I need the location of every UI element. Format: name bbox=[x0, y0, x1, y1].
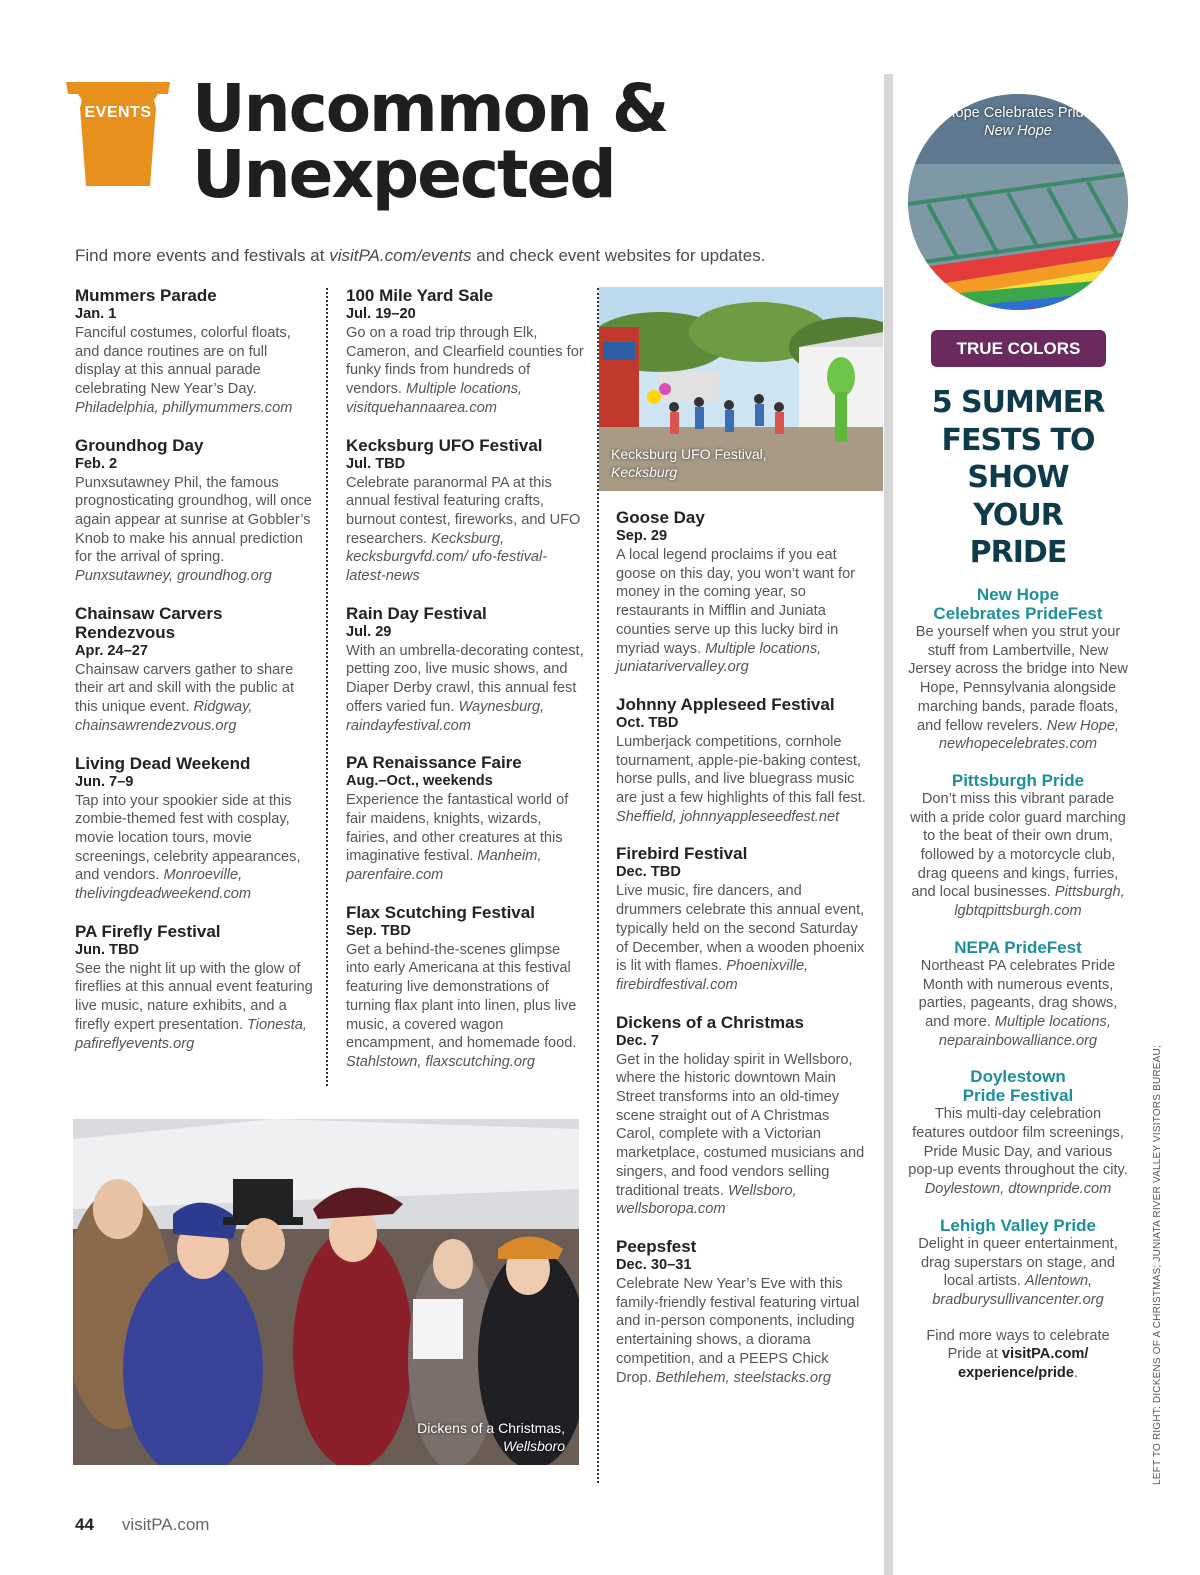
keystone-shape bbox=[64, 74, 172, 190]
event-date: Sep. TBD bbox=[346, 922, 411, 939]
event-name: Goose Day bbox=[616, 508, 705, 527]
pride-fest-name-line: New Hope bbox=[976, 585, 1060, 604]
pride-fest-description bbox=[908, 957, 1128, 1051]
pride-caption-title: New Hope Celebrates PrideFest, bbox=[912, 105, 1124, 121]
event-description bbox=[346, 474, 586, 586]
pride-fest-name bbox=[908, 585, 1128, 623]
pride-fest-name bbox=[908, 1216, 1128, 1235]
event-description bbox=[616, 733, 866, 827]
event-desc-text: Get in the holiday spirit in Wellsboro, where the historic downtown Main Street transforms into an old-timey scene straight out of A Christmas Carol, complete with a Victorian marketplace, costumed musicians and singers, and food vendors selling traditional treats. bbox=[616, 1051, 865, 1199]
event-desc-text: A local legend proclaims if you eat goose on this day, you won’t want for money in the coming year, so restaurants in Mifflin and Juniata counties serve up this lucky bird in myriad ways. bbox=[616, 547, 856, 657]
event-entry bbox=[616, 1237, 866, 1387]
event-location[interactable]: Stahlstown, flaxscutching.org bbox=[346, 1053, 536, 1070]
title-line-2: Unexpected bbox=[192, 136, 615, 213]
event-desc-text: Experience the fantastical world of fair maidens, knights, wizards, fairies, and other creatures at this imaginative festival. bbox=[346, 792, 569, 865]
event-description bbox=[346, 324, 586, 418]
event-desc-text: Celebrate paranormal PA at this annual festival featuring crafts, burnout contest, fireworks, and UFO researchers. bbox=[346, 474, 581, 547]
event-desc-text: Tap into your spookier side at this zombie-themed fest with cosplay, movie location tours, movie screenings, celebrity appearances, and vendors. bbox=[75, 792, 301, 884]
event-description bbox=[616, 1051, 866, 1219]
event-name: PA Firefly Festival bbox=[75, 921, 221, 941]
pride-fest-item bbox=[908, 771, 1128, 921]
event-description bbox=[75, 960, 315, 1054]
event-entry bbox=[346, 436, 586, 586]
footer-pre: Find more ways to celebrate Pride at bbox=[926, 1327, 1110, 1363]
events-column-2 bbox=[346, 286, 586, 1090]
intro-text bbox=[75, 246, 765, 266]
pride-fest-location[interactable]: Allentown, bradburysullivancenter.org bbox=[932, 1273, 1104, 1308]
event-location[interactable]: Tionesta, pafireflyevents.org bbox=[75, 1016, 307, 1052]
pride-fest-desc-text: Be yourself when you strut your stuff from Lambertville, New Jersey across the bridge into New Hope, Pennsylvania alongside marching bands, parade floats, and fellow revelers. bbox=[908, 624, 1128, 734]
event-description bbox=[616, 546, 866, 677]
pride-fest-name-line: Pittsburgh Pride bbox=[951, 770, 1085, 790]
event-location[interactable]: Punxsutawney, groundhog.org bbox=[75, 568, 272, 585]
events-keystone-badge bbox=[64, 74, 172, 190]
event-entry bbox=[346, 286, 586, 418]
event-desc-text: Lumberjack competitions, cornhole tournament, apple-pie-baking contest, horse pulls, and live bluegrass music are just a few highlights of this fall fest. bbox=[616, 733, 866, 807]
event-location[interactable]: Multiple locations, juniatarivervalley.org bbox=[616, 640, 822, 676]
event-description bbox=[346, 941, 586, 1072]
event-desc-text: See the night lit up with the glow of fireflies at this annual event featuring live music, nature exhibits, and a firefly expert presentation. bbox=[75, 960, 313, 1033]
event-entry bbox=[75, 286, 315, 418]
dickens-caption-title: Dickens of a Christmas, bbox=[417, 1420, 565, 1436]
kecksburg-ufo-photo bbox=[599, 287, 883, 491]
pride-fest-location[interactable]: Multiple locations, neparainbowalliance.org bbox=[938, 1013, 1111, 1049]
intro-link[interactable]: visitPA.com/events bbox=[329, 246, 472, 265]
column-divider-1 bbox=[326, 288, 328, 1086]
event-entry bbox=[346, 903, 586, 1072]
event-description bbox=[616, 1275, 866, 1387]
pride-fest-location[interactable]: New Hope, newhopecelebrates.com bbox=[938, 717, 1119, 753]
dickens-caption-place: Wellsboro bbox=[503, 1438, 565, 1454]
event-location[interactable]: Monroeville, thelivingdeadweekend.com bbox=[75, 867, 252, 903]
dickens-photo-caption bbox=[417, 1419, 565, 1455]
pride-fest-desc-text: Don’t miss this vibrant parade with a pride color guard marching to the beat of their own drum, followed by a motorcycle club, drag queens and kings, furries, and local businesses. bbox=[910, 790, 1126, 901]
event-date: Apr. 24–27 bbox=[75, 642, 149, 659]
event-description bbox=[75, 661, 315, 736]
pride-fest-description bbox=[908, 623, 1128, 754]
headline-line: FESTS TO bbox=[941, 422, 1095, 458]
pride-fest-name bbox=[908, 1067, 1128, 1105]
pride-fest-description bbox=[908, 790, 1128, 921]
event-date: Jul. 19–20 bbox=[346, 306, 416, 322]
event-location[interactable]: Philadelphia, phillymummers.com bbox=[75, 399, 293, 416]
event-desc-text: With an umbrella-decorating contest, petting zoo, live music shows, and Diaper Derby crawl, this annual fest offers varied fun. bbox=[346, 642, 584, 715]
pride-fest-description bbox=[908, 1105, 1128, 1199]
event-name: Mummers Parade bbox=[75, 286, 217, 305]
event-date: Feb. 2 bbox=[75, 455, 118, 472]
event-date: Dec. 7 bbox=[616, 1032, 659, 1049]
new-hope-pride-photo bbox=[908, 94, 1128, 310]
pride-fest-desc-text: Delight in queer entertainment, drag superstars on stage, and local artists. bbox=[918, 1235, 1118, 1290]
event-name: Dickens of a Christmas bbox=[616, 1012, 805, 1032]
pride-fest-item bbox=[908, 1067, 1128, 1199]
pride-fest-name-line: Pride Festival bbox=[962, 1086, 1074, 1106]
event-date: Sep. 29 bbox=[616, 528, 668, 544]
pride-fest-name bbox=[908, 771, 1128, 790]
pride-fest-name-line: Doylestown bbox=[970, 1067, 1066, 1087]
event-date: Aug.–Oct., weekends bbox=[346, 773, 493, 790]
event-desc-text: Go on a road trip through Elk, Cameron, and Clearfield counties for funky finds from hundreds of vendors. bbox=[346, 325, 584, 398]
pride-fest-item bbox=[908, 1216, 1128, 1310]
event-entry bbox=[75, 436, 315, 586]
event-desc-text: Chainsaw carvers gather to share their art and skill with the public at this unique event. bbox=[75, 661, 295, 716]
event-description bbox=[75, 324, 315, 418]
page-title bbox=[192, 70, 668, 213]
event-entry bbox=[75, 604, 315, 736]
pride-fest-items bbox=[908, 585, 1128, 1310]
event-name: Firebird Festival bbox=[616, 844, 748, 864]
sidebar-divider bbox=[884, 74, 893, 1575]
sidebar-footer bbox=[908, 1327, 1128, 1383]
dickens-christmas-photo bbox=[73, 1119, 579, 1465]
event-description bbox=[346, 791, 586, 885]
event-name: Groundhog Day bbox=[75, 435, 204, 455]
event-name: 100 Mile Yard Sale bbox=[346, 286, 494, 305]
event-location[interactable]: Bethlehem, steelstacks.org bbox=[655, 1369, 831, 1386]
intro-post: and check event websites for updates. bbox=[471, 246, 766, 265]
section-tag: EVENTS bbox=[84, 104, 152, 121]
event-entry bbox=[616, 1013, 866, 1219]
event-description bbox=[346, 642, 586, 736]
event-date: Dec. 30–31 bbox=[616, 1256, 692, 1273]
headline-line: 5 SUMMER bbox=[931, 385, 1105, 420]
headline-line: YOUR bbox=[973, 497, 1063, 533]
event-entry bbox=[346, 604, 586, 736]
photo-credit: LEFT TO RIGHT: DICKENS OF A CHRISTMAS; JUNIATA RIVER VALLEY VISITORS BUREAU; bbox=[1152, 1045, 1163, 1485]
event-date: Jul. TBD bbox=[346, 455, 406, 472]
event-date: Jun. TBD bbox=[75, 941, 140, 958]
headline-line: PRIDE bbox=[969, 535, 1067, 570]
event-desc-text: Get a behind-the-scenes glimpse into early Americana at this festival featuring live demonstrations of turning flax plant into linen, plus live music, a covered wagon encampment, and homemade food. bbox=[346, 941, 577, 1052]
pride-fest-item bbox=[908, 585, 1128, 754]
event-name: Rain Day Festival bbox=[346, 603, 487, 623]
event-name: Flax Scutching Festival bbox=[346, 902, 535, 922]
pride-caption-place: New Hope bbox=[984, 123, 1052, 139]
ufo-photo-caption bbox=[611, 445, 767, 481]
event-description bbox=[75, 474, 315, 586]
event-entry bbox=[346, 753, 586, 885]
event-name: Johnny Appleseed Festival bbox=[616, 694, 835, 714]
event-date: Dec. TBD bbox=[616, 864, 681, 881]
ufo-caption-place: Kecksburg bbox=[611, 464, 678, 480]
pride-fest-item bbox=[908, 938, 1128, 1051]
ufo-caption-title: Kecksburg UFO Festival, bbox=[611, 446, 767, 462]
event-date: Jun. 7–9 bbox=[75, 773, 134, 790]
intro-pre: Find more events and festivals at bbox=[75, 246, 330, 265]
pride-fest-name bbox=[908, 938, 1128, 957]
pride-photo-caption bbox=[908, 104, 1128, 140]
events-column-1 bbox=[75, 286, 315, 1071]
pride-fest-description bbox=[908, 1235, 1128, 1310]
event-description bbox=[616, 882, 866, 994]
event-desc-text: Punxsutawney Phil, the famous prognosticating groundhog, will once again appear at sunrise at Gobbler’s Knob to make his annual prediction for the arrival of spring. bbox=[75, 474, 312, 566]
title-line-1: Uncommon & bbox=[192, 70, 668, 147]
page-number: 44 bbox=[75, 1515, 94, 1534]
pride-fest-name-line: NEPA PrideFest bbox=[954, 937, 1082, 957]
folio-site: visitPA.com bbox=[121, 1515, 210, 1534]
event-name: PA Renaissance Faire bbox=[346, 753, 522, 773]
event-name: Chainsaw Carvers Rendezvous bbox=[75, 603, 223, 642]
event-location[interactable]: Kecksburg, kecksburgvfd.com/ ufo-festival-latest-news bbox=[346, 530, 548, 585]
pride-fest-location[interactable]: Doylestown, dtownpride.com bbox=[924, 1181, 1112, 1198]
event-location[interactable]: Wellsboro, wellsboropa.com bbox=[616, 1182, 797, 1218]
event-location[interactable]: Multiple locations, visitquehannaarea.com bbox=[346, 381, 523, 416]
event-desc-text: Celebrate New Year’s Eve with this family-friendly festival featuring virtual and in-person components, including entertaining shows, a diorama competition, and a PEEPS Chick Drop. bbox=[616, 1275, 860, 1386]
event-location[interactable]: Sheffield, johnnyappleseedfest.net bbox=[616, 808, 840, 825]
pride-fest-desc-text: Northeast PA celebrates Pride Month with numerous events, parties, pageants, drag shows, and more. bbox=[918, 957, 1118, 1030]
event-date: Jan. 1 bbox=[75, 306, 117, 322]
event-desc-text: Fanciful costumes, colorful floats, and dance routines are on full display at this annual parade celebrating New Year’s Day. bbox=[75, 325, 291, 398]
footer-link[interactable]: visitPA.com/ experience/pride bbox=[957, 1346, 1089, 1382]
true-colors-badge: TRUE COLORS bbox=[931, 330, 1106, 367]
page-folio bbox=[75, 1515, 209, 1535]
event-entry bbox=[75, 754, 315, 904]
event-entry bbox=[616, 844, 866, 994]
event-location[interactable]: Manheim, parenfaire.com bbox=[346, 848, 542, 884]
event-entry bbox=[75, 922, 315, 1054]
event-desc-text: Live music, fire dancers, and drummers celebrate this annual event, typically held on the second Saturday of December, when a wooden phoenix is lit with flames. bbox=[616, 883, 865, 975]
footer-post: . bbox=[1073, 1365, 1079, 1382]
pride-fest-list bbox=[908, 585, 1128, 1383]
event-location[interactable]: Ridgway, chainsawrendezvous.org bbox=[75, 699, 253, 734]
pride-fest-name-line: Lehigh Valley Pride bbox=[940, 1215, 1096, 1235]
event-location[interactable]: Waynesburg, raindayfestival.com bbox=[346, 698, 545, 734]
events-column-3 bbox=[616, 508, 866, 1405]
event-date: Oct. TBD bbox=[616, 714, 679, 731]
event-name: Living Dead Weekend bbox=[75, 753, 251, 773]
event-name: Kecksburg UFO Festival bbox=[346, 435, 543, 455]
pride-fest-desc-text: This multi-day celebration features outdoor film screenings, Pride Music Day, and various pop-up events throughout the city. bbox=[908, 1106, 1128, 1179]
headline-line: SHOW bbox=[967, 460, 1069, 495]
event-date: Jul. 29 bbox=[346, 623, 392, 640]
event-entry bbox=[616, 508, 866, 677]
event-location[interactable]: Phoenixville, firebirdfestival.com bbox=[616, 958, 809, 993]
sidebar-headline bbox=[908, 384, 1128, 572]
pride-fest-name-line: Celebrates PrideFest bbox=[933, 604, 1103, 623]
pride-fest-location[interactable]: Pittsburgh, lgbtqpittsburgh.com bbox=[954, 884, 1125, 920]
event-entry bbox=[616, 695, 866, 827]
event-name: Peepsfest bbox=[616, 1236, 697, 1256]
event-description bbox=[75, 792, 315, 904]
